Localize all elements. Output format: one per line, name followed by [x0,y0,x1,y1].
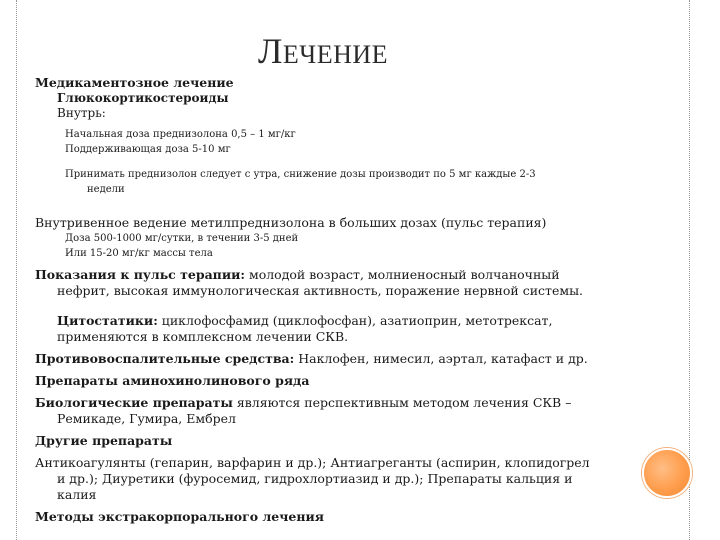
other-text-1: Антикоагулянты (гепарин, варфарин и др.); Антиагреганты (аспирин, клопидогрел [35,455,590,470]
nsaid-label: Противовоспалительные средства: [35,351,295,366]
iv-dose: Доза 500-1000 мг/сутки, в течении 3-5 дней [65,233,299,244]
slide-title-initial: Л [258,31,283,71]
dose-schedule-line-2: недели [87,184,125,195]
oral-label: Внутрь: [57,106,106,120]
right-dotted-border [689,0,690,540]
glucocorticoids-heading: Глюкокортикостероиды [57,91,229,105]
biologic-label: Биологические препараты [35,395,233,410]
nsaid [35,351,615,367]
biologic [35,395,615,427]
other-drugs-text [35,455,615,503]
biologic-text-1: являются перспективным методом лечения СКВ – [232,395,572,410]
iv-pulse: Внутривенное ведение метилпреднизолона в больших дозах (пульс терапия) [35,215,547,230]
cytostatics-text-2: применяются в комплексном лечении СКВ. [57,329,349,344]
cytostatics [35,313,615,345]
cytostatics-text-1: циклофосфамид (циклофосфан), азатиоприн, метотрексат, [157,313,553,328]
nsaid-text: Наклофен, нимесил, аэртал, катафаст и др. [294,351,588,366]
dose-maintenance: Поддерживающая доза 5-10 мг [65,144,231,155]
slide-title [258,30,388,72]
extracorporeal: Методы экстракорпорального лечения [35,509,325,524]
other-text-2: и др.); Диуретики (фуросемид, гидрохлортиазид и др.); Препараты кальция и [57,471,573,486]
other-text-3: калия [57,487,97,502]
left-dotted-border [16,0,17,540]
pulse-indications-text-2: нефрит, высокая иммунологическая активность, поражение нервной системы. [57,283,584,298]
cytostatics-label: Цитостатики: [57,313,158,328]
medication-heading: Медикаментозное лечение [35,75,234,90]
biologic-text-2: Ремикаде, Гумира, Ембрел [57,411,236,426]
spacer [35,299,615,313]
slide-content [35,75,615,525]
decorative-orange-circle [642,448,692,498]
iv-dose-alt: Или 15-20 мг/кг массы тела [65,248,213,259]
dose-schedule-line-1: Принимать преднизолон следует с утра, снижение дозы производит по 5 мг каждые 2-3 [65,169,536,180]
pulse-indications-text-1: молодой возраст, молниеносный волчаночный [245,267,560,282]
other-drugs-heading: Другие препараты [35,433,173,448]
spacer [35,207,615,215]
dose-initial: Начальная доза преднизолона 0,5 – 1 мг/кг [65,129,296,140]
pulse-indications-label: Показания к пульс терапии: [35,267,245,282]
aminoquinoline: Препараты аминохинолинового ряда [35,373,310,388]
slide-title-rest: ЕЧЕНИЕ [282,40,389,69]
pulse-indications [35,267,615,299]
dose-schedule [35,167,615,197]
